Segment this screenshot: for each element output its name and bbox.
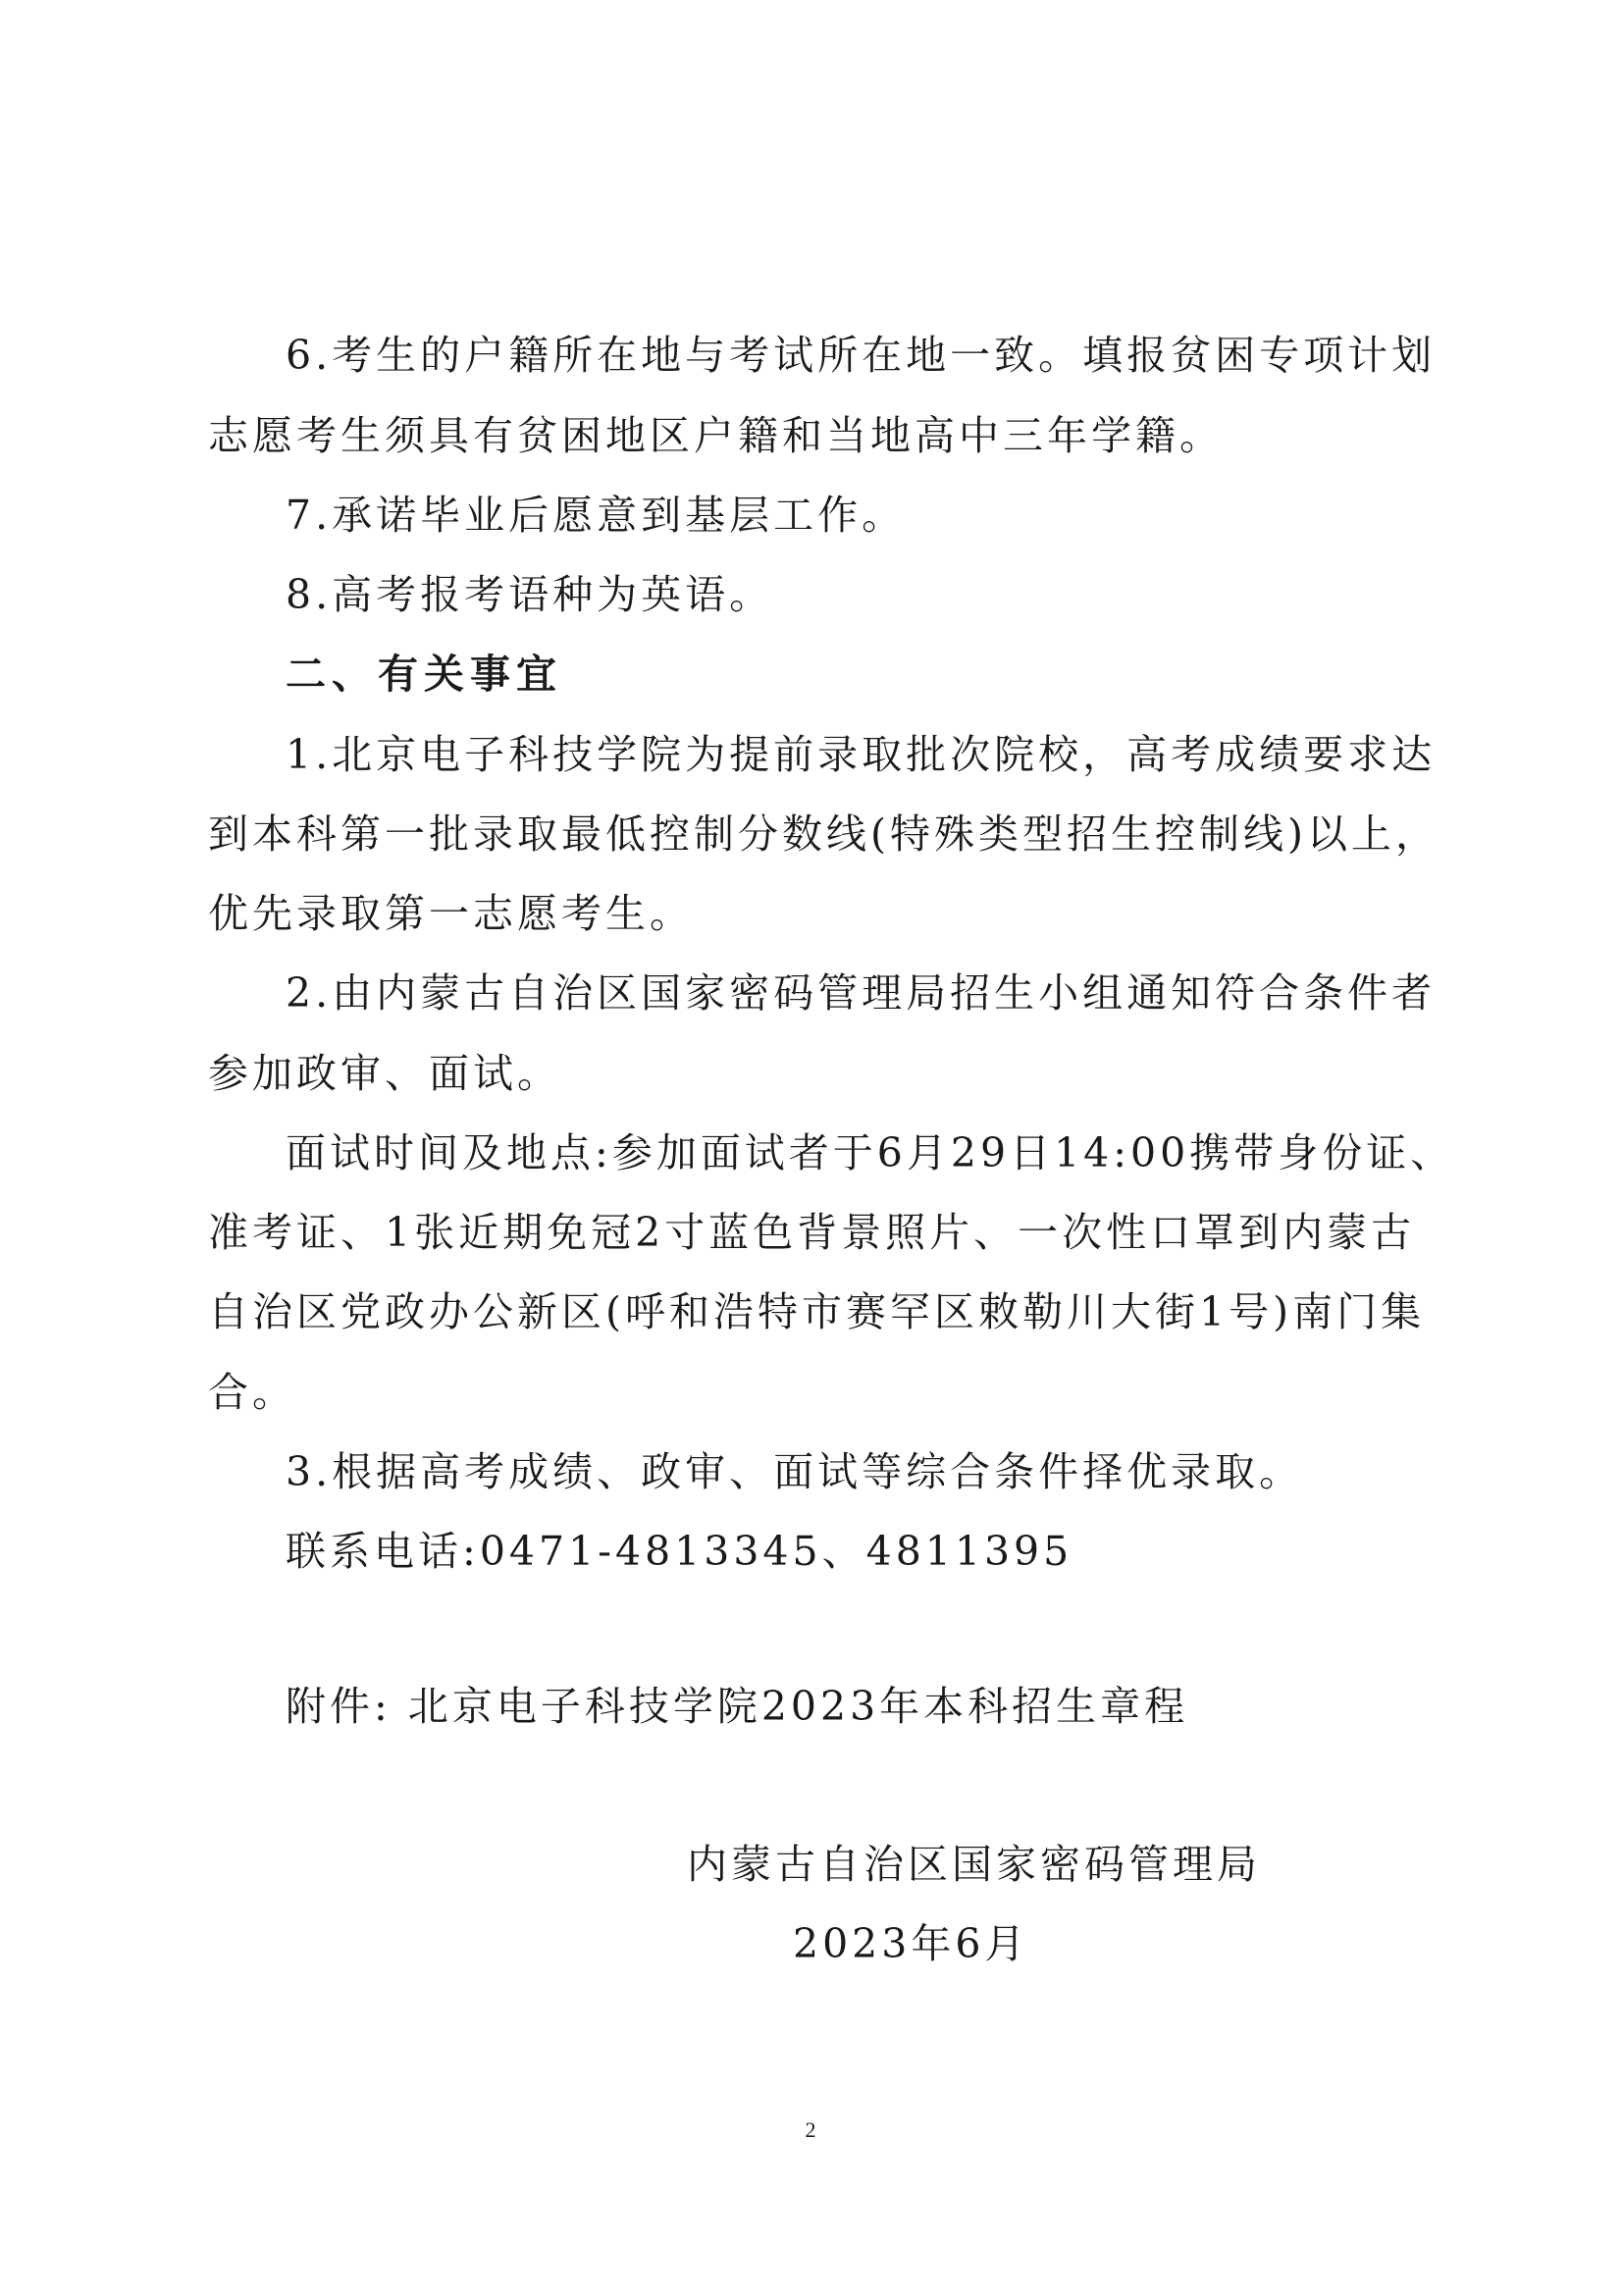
item-6-line-2: 志愿考生须具有贫困地区户籍和当地高中三年学籍。 bbox=[208, 412, 1224, 459]
item-7: 7.承诺毕业后愿意到基层工作。 bbox=[286, 492, 907, 539]
matter-3: 3.根据高考成绩、政审、面试等综合条件择优录取。 bbox=[286, 1448, 1304, 1495]
interview-line-4: 合。 bbox=[208, 1369, 296, 1416]
attachment-line: 附件: 北京电子科技学院2023年本科招生章程 bbox=[286, 1683, 1189, 1730]
matter-1-line-2: 到本科第一批录取最低控制分数线(特殊类型招生控制线)以上， bbox=[208, 810, 1439, 858]
page-number: 2 bbox=[805, 2117, 816, 2142]
signature-date: 2023年6月 bbox=[793, 1920, 1029, 1967]
item-8: 8.高考报考语种为英语。 bbox=[286, 571, 774, 618]
matter-1-line-3: 优先录取第一志愿考生。 bbox=[208, 890, 694, 937]
section-heading: 二、有关事宜 bbox=[286, 651, 562, 698]
matter-1-line-1: 1.北京电子科技学院为提前录取批次院校，高考成绩要求达 bbox=[286, 731, 1437, 778]
interview-line-1: 面试时间及地点:参加面试者于6月29日14:00携带身份证、 bbox=[286, 1129, 1455, 1176]
item-6-line-1: 6.考生的户籍所在地与考试所在地一致。填报贫困专项计划 bbox=[286, 332, 1437, 379]
matter-2-line-2: 参加政审、面试。 bbox=[208, 1050, 561, 1097]
interview-line-3: 自治区党政办公新区(呼和浩特市赛罕区敕勒川大街1号)南门集 bbox=[208, 1288, 1426, 1335]
interview-line-2: 准考证、1张近期免冠2寸蓝色背景照片、一次性口罩到内蒙古 bbox=[208, 1209, 1416, 1256]
signature-org: 内蒙古自治区国家密码管理局 bbox=[687, 1841, 1261, 1888]
contact-phone: 联系电话:0471-4813345、4811395 bbox=[286, 1528, 1073, 1575]
matter-2-line-1: 2.由内蒙古自治区国家密码管理局招生小组通知符合条件者 bbox=[286, 969, 1437, 1017]
